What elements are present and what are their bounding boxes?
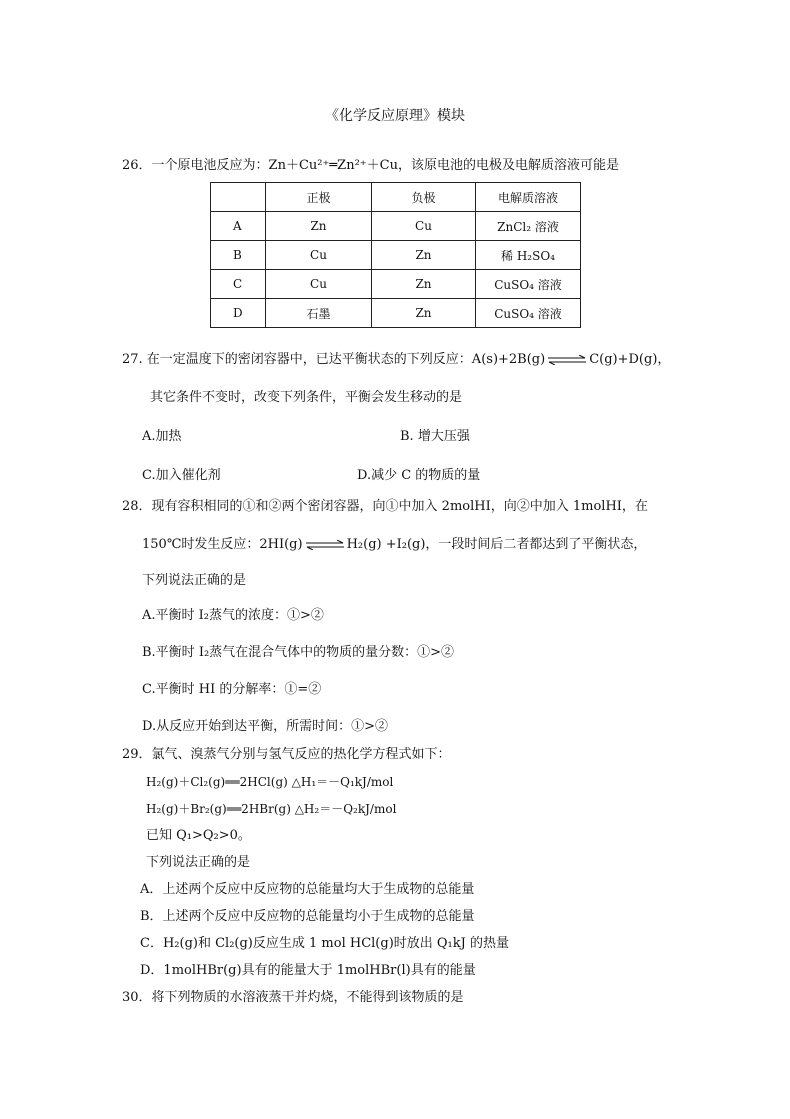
q29-stem-2: 下列说法正确的是 — [146, 855, 251, 870]
table-header-cell: 负极 — [372, 183, 476, 212]
equilibrium-arrow-icon — [547, 355, 587, 365]
electrolyte: 稀 H₂SO₄ — [476, 241, 581, 270]
option-label: C — [211, 270, 266, 299]
q27-stem-part2: C(g)+D(g)， — [589, 352, 671, 367]
table-header-row — [211, 183, 581, 212]
q28-option-d: D.从反应开始到达平衡，所需时间：①>② — [142, 719, 388, 734]
q27-option-a: A.加热 — [142, 429, 182, 444]
electrolyte: CuSO₄ 溶液 — [476, 299, 581, 328]
q29-option-a: A．上述两个反应中反应物的总能量均大于生成物的总能量 — [140, 882, 475, 897]
table-row — [211, 241, 581, 270]
positive-electrode: Zn — [266, 212, 372, 241]
q29-option-b: B．上述两个反应中反应物的总能量均小于生成物的总能量 — [140, 909, 475, 924]
q29-known: 已知 Q₁>Q₂>0。 — [146, 828, 251, 843]
equilibrium-arrow-icon — [305, 540, 345, 550]
positive-electrode: Cu — [266, 241, 372, 270]
page-title: 《化学反应原理》模块 — [325, 108, 465, 124]
q29-option-d: D．1molHBr(g)具有的能量大于 1molHBr(l)具有的能量 — [140, 963, 476, 978]
q27-option-c: C.加入催化剂 — [142, 468, 221, 483]
q27-stem-2: 其它条件不变时，改变下列条件，平衡会发生移动的是 — [150, 390, 463, 405]
positive-electrode: Cu — [266, 270, 372, 299]
q28-option-b: B.平衡时 I₂蒸气在混合气体中的物质的量分数：①>② — [142, 645, 455, 660]
q27-stem-part1: 27. 在一定温度下的密闭容器中，已达平衡状态的下列反应：A(s)+2B(g) — [122, 352, 546, 367]
q27-stem — [122, 351, 670, 369]
table-header-cell: 电解质溶液 — [476, 183, 581, 212]
q28-stem-2-part1: 150℃时发生反应：2HI(g) — [142, 537, 303, 552]
q29-equation-1: H₂(g)＋Cl₂(g)══2HCl(g) △H₁＝－Q₁kJ/mol — [146, 775, 394, 789]
q28-option-c: C.平衡时 HI 的分解率：①=② — [142, 682, 322, 697]
q30-stem: 30．将下列物质的水溶液蒸干并灼烧，不能得到该物质的是 — [122, 990, 464, 1005]
electrolyte: ZnCl₂ 溶液 — [476, 212, 581, 241]
q28-stem-2-part2: H₂(g) +I₂(g)，一段时间后二者都达到了平衡状态， — [346, 537, 647, 552]
table-row — [211, 270, 581, 299]
table-row — [211, 212, 581, 241]
q27-option-b: B. 增大压强 — [400, 429, 470, 444]
option-label: B — [211, 241, 266, 270]
table-row — [211, 299, 581, 328]
q26-options-table — [210, 182, 581, 328]
option-label: A — [211, 212, 266, 241]
q29-option-c: C．H₂(g)和 Cl₂(g)反应生成 1 mol HCl(g)时放出 Q₁kJ 的热量 — [140, 936, 509, 951]
negative-electrode: Zn — [372, 299, 476, 328]
q28-option-a: A.平衡时 I₂蒸气的浓度：①>② — [142, 608, 324, 623]
q26-stem: 26．一个原电池反应为：Zn＋Cu²⁺═Zn²⁺＋Cu，该原电池的电极及电解质溶液可能是 — [122, 158, 619, 173]
q28-stem: 28．现有容积相同的①和②两个密闭容器，向①中加入 2molHI，向②中加入 1molHI，在 — [122, 499, 648, 514]
table-header-cell: 正极 — [266, 183, 372, 212]
q28-stem-3: 下列说法正确的是 — [142, 573, 247, 588]
q29-equation-2: H₂(g)＋Br₂(g)══2HBr(g) △H₂＝－Q₂kJ/mol — [146, 802, 397, 816]
q28-stem-2 — [142, 536, 646, 554]
q27-option-d: D.减少 C 的物质的量 — [357, 468, 481, 483]
table-header-cell — [211, 183, 266, 212]
option-label: D — [211, 299, 266, 328]
negative-electrode: Zn — [372, 270, 476, 299]
electrolyte: CuSO₄ 溶液 — [476, 270, 581, 299]
negative-electrode: Zn — [372, 241, 476, 270]
negative-electrode: Cu — [372, 212, 476, 241]
q29-stem: 29．氯气、溴蒸气分别与氢气反应的热化学方程式如下： — [122, 747, 451, 762]
positive-electrode: 石墨 — [266, 299, 372, 328]
